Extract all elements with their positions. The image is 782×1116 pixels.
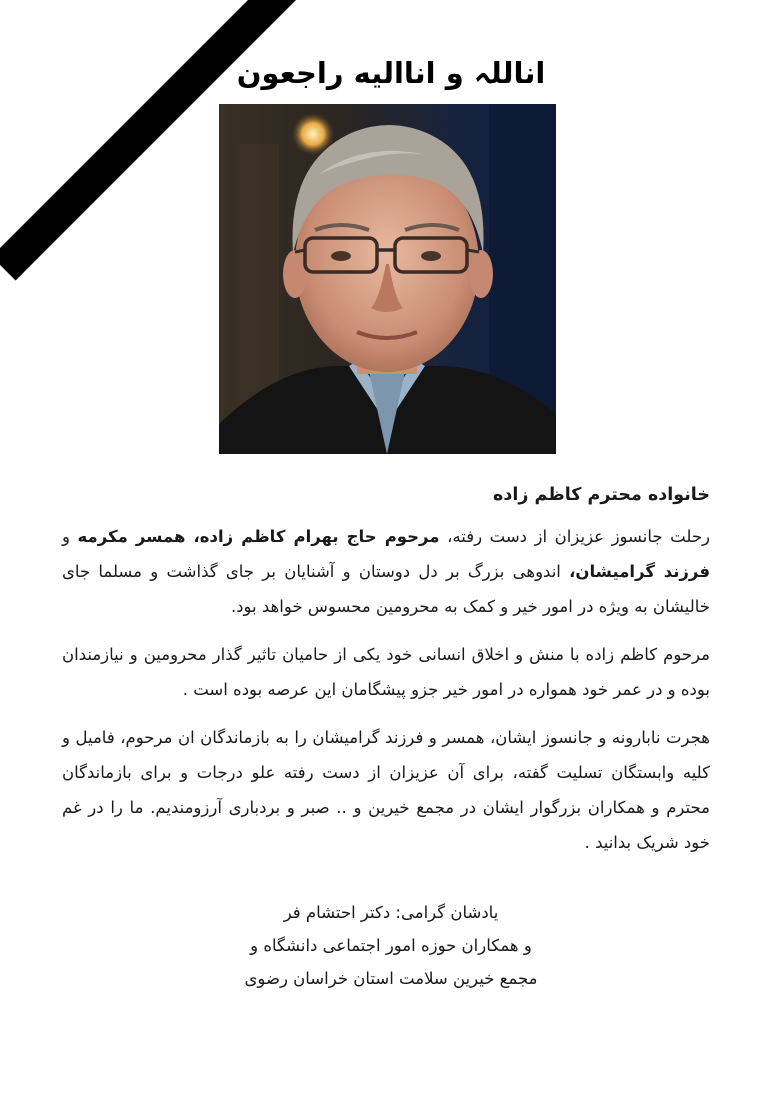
salutation: خانواده محترم کاظم زاده — [493, 485, 710, 505]
signature-line-1: یادشان گرامی: دکتر احتشام فر — [283, 903, 499, 922]
paragraph-3: هجرت نابارونه و جانسوز ایشان، همسر و فرزند گرامیشان را به بازماندگان ان مرحوم، فامیل و کلیه وابستگان تسلیت گفته، برای آن عزیزان از دست رفته علو درجات و برای بازماندگان محترم و همکاران بزرگوار ایشان در مجمع خیرین و .. صبر و بردباری آرزومندیم. ما را در غم خود شریک بدانید . — [62, 728, 710, 852]
paragraph-1-bold-a: مرحوم حاج بهرام کاظم زاده، همسر مکرمه — [77, 527, 440, 546]
condolence-body — [62, 478, 710, 873]
paragraph-2: مرحوم کاظم زاده با منش و اخلاق انسانی خود یکی از حامیان تاثیر گذار محرومین و نیازمندان بوده و در عمر خود همواره در امور خیر جزو پیشگامان این عرصه بوده است . — [62, 645, 710, 699]
portrait-photo — [219, 104, 556, 454]
paragraph-1-text-a: رحلت جانسوز عزیزان از دست رفته، — [439, 527, 710, 546]
paragraph-1-bold-b: فرزند گرامیشان، — [569, 562, 710, 581]
paragraph-1 — [62, 519, 710, 624]
signature-block — [0, 896, 782, 995]
signature-line-3: مجمع خیرین سلامت استان خراسان رضوی — [244, 969, 538, 988]
paragraph-1-text-c: اندوهی بزرگ بر دل دوستان و آشنایان بر جای گذاشت و مسلما جای خالیشان به ویژه در امور خیر و کمک به محرومین محسوس خواهد بود. — [62, 562, 710, 616]
page-heading: اناللہ و اناالیه راجعون — [236, 56, 546, 90]
paragraph-1-text-b: و — [62, 527, 78, 546]
signature-line-2: و همکاران حوزه امور اجتماعی دانشگاه و — [250, 936, 532, 955]
